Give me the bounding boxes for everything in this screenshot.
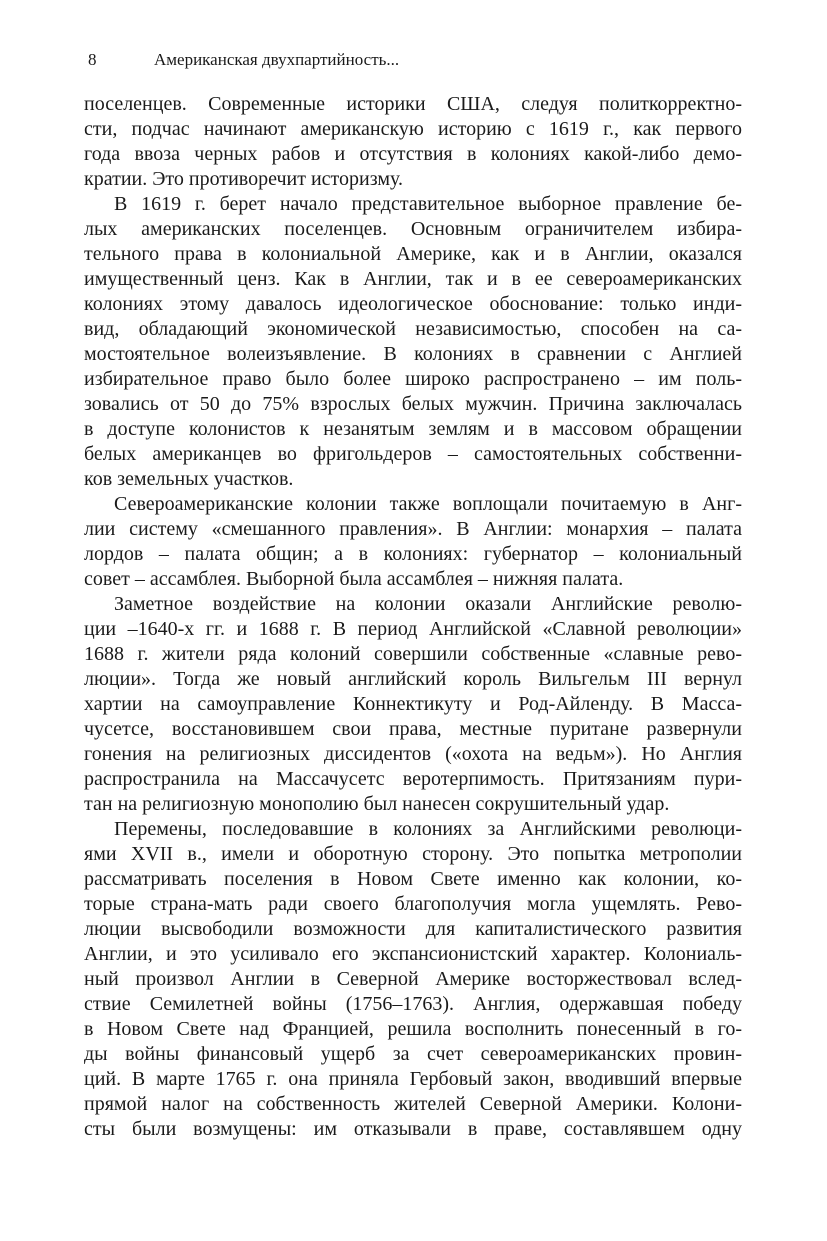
text-line: 1688 г. жители ряда колоний совершили собственные «славные рево- bbox=[84, 643, 742, 665]
text-line: лордов – палата общин; а в колониях: губернатор – колониальный bbox=[84, 543, 742, 565]
text-line: года ввоза черных рабов и отсутствия в колониях какой-либо демо- bbox=[84, 143, 742, 165]
text-line: тельного права в колониальной Америке, как и в Англии, оказался bbox=[84, 243, 742, 265]
text-line: ствие Семилетней войны (1756–1763). Англия, одержавшая победу bbox=[84, 993, 742, 1015]
text-line: гонения на религиозных диссидентов («охота на ведьм»). Но Англия bbox=[84, 743, 742, 765]
text-line: мостоятельное волеизъявление. В колониях в сравнении с Англией bbox=[84, 343, 742, 365]
text-line: поселенцев. Современные историки США, следуя политкорректно- bbox=[84, 93, 742, 115]
paragraph bbox=[84, 92, 742, 192]
text-line: ций. В марте 1765 г. она приняла Гербовый закон, вводивший впервые bbox=[84, 1068, 742, 1090]
text-line: сти, подчас начинают американскую историю с 1619 г., как первого bbox=[84, 118, 742, 140]
paragraph bbox=[84, 817, 742, 1142]
text-line: кратии. Это противоречит историзму. bbox=[84, 168, 404, 190]
text-line: лых американских поселенцев. Основным ограничителем избира- bbox=[84, 218, 742, 240]
text-line: имущественный ценз. Как в Англии, так и в ее североамериканских bbox=[84, 268, 742, 290]
paragraph bbox=[84, 592, 742, 817]
text-line: чусетсе, восстановившем свои права, местные пуритане развернули bbox=[84, 718, 742, 740]
paragraph bbox=[84, 492, 742, 592]
text-line: хартии на самоуправление Коннектикуту и Род-Айленду. В Масса- bbox=[84, 693, 742, 715]
text-line: ции –1640-х гг. и 1688 г. В период Английской «Славной революции» bbox=[84, 618, 742, 640]
text-line: вид, обладающий экономической независимостью, способен на са- bbox=[84, 318, 742, 340]
text-line: ный произвол Англии в Северной Америке восторжествовал вслед- bbox=[84, 968, 742, 990]
paragraph bbox=[84, 192, 742, 492]
text-line: ды войны финансовый ущерб за счет североамериканских провин- bbox=[84, 1043, 742, 1065]
text-line: В 1619 г. берет начало представительное выборное правление бе- bbox=[114, 193, 742, 215]
text-line: Перемены, последовавшие в колониях за Английскими революци- bbox=[114, 818, 742, 840]
text-line: люции высвободили возможности для капиталистического развития bbox=[84, 918, 742, 940]
running-title: Американская двухпартийность... bbox=[154, 50, 400, 69]
text-line: ков земельных участков. bbox=[84, 468, 294, 490]
body-text bbox=[84, 92, 742, 1142]
page-number: 8 bbox=[88, 50, 97, 69]
text-line: Североамериканские колонии также воплощали почитаемую в Анг- bbox=[114, 493, 742, 515]
text-line: люции». Тогда же новый английский король Вильгельм III вернул bbox=[84, 668, 742, 690]
text-line: ями XVII в., имели и оборотную сторону. Это попытка метрополии bbox=[84, 843, 742, 865]
text-line: тан на религиозную монополию был нанесен сокрушительный удар. bbox=[84, 793, 670, 815]
text-line: распространила на Массачусетс веротерпимость. Притязаниям пури- bbox=[84, 768, 742, 790]
text-line: в Новом Свете над Францией, решила восполнить понесенный в го- bbox=[84, 1018, 742, 1040]
text-line: в доступе колонистов к незанятым землям и в массовом обращении bbox=[84, 418, 742, 440]
text-line: совет – ассамблея. Выборной была ассамблея – нижняя палата. bbox=[84, 568, 624, 590]
text-line: сты были возмущены: им отказывали в праве, составлявшем одну bbox=[84, 1118, 742, 1140]
text-line: Заметное воздействие на колонии оказали Английские револю- bbox=[114, 593, 742, 615]
text-line: Англии, и это усиливало его экспансионистский характер. Колониаль- bbox=[84, 943, 742, 965]
text-line: лии систему «смешанного правления». В Англии: монархия – палата bbox=[84, 518, 742, 540]
text-line: прямой налог на собственность жителей Северной Америки. Колони- bbox=[84, 1093, 742, 1115]
text-line: торые страна-мать ради своего благополучия могла ущемлять. Рево- bbox=[84, 893, 742, 915]
text-line: рассматривать поселения в Новом Свете именно как колонии, ко- bbox=[84, 868, 742, 890]
text-line: колониях этому давалось идеологическое обоснование: только инди- bbox=[84, 293, 742, 315]
text-line: избирательное право было более широко распространено – им поль- bbox=[84, 368, 742, 390]
text-line: белых американцев во фригольдеров – самостоятельных собственни- bbox=[84, 443, 742, 465]
text-line: зовались от 50 до 75% взрослых белых мужчин. Причина заключалась bbox=[84, 393, 742, 415]
